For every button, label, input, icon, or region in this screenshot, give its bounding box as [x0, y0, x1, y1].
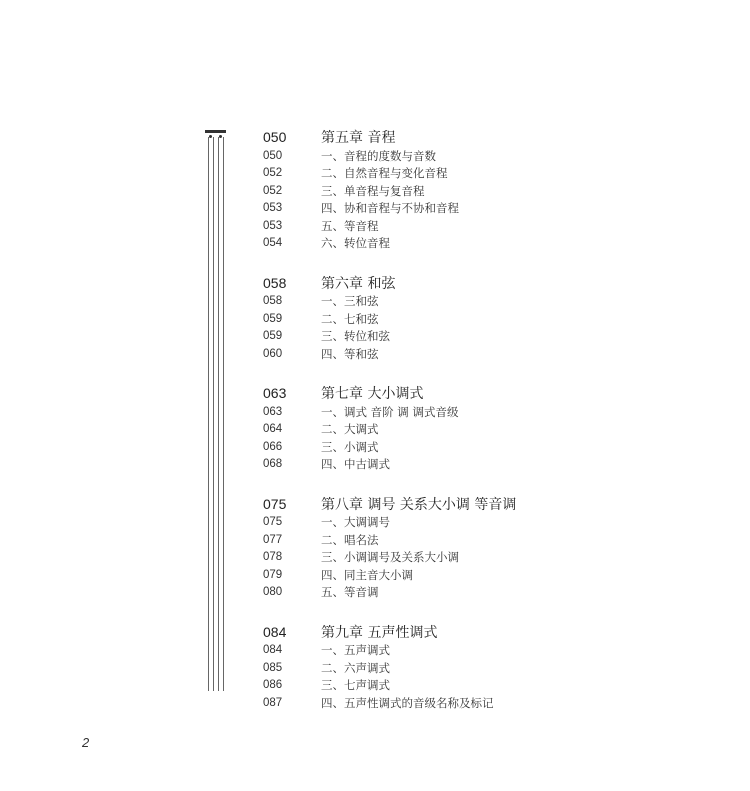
chapter-block	[263, 274, 733, 363]
section-entry[interactable]	[263, 456, 733, 474]
chapter-block	[263, 384, 733, 473]
section-title: 三、小调式	[321, 439, 379, 454]
ornament-line	[218, 137, 219, 691]
section-entry[interactable]	[263, 659, 733, 677]
section-entry[interactable]	[263, 677, 733, 695]
section-page-number: 053	[263, 202, 283, 215]
chapter-page-number: 050	[263, 129, 287, 145]
chapter-title: 第七章 大小调式	[321, 386, 424, 402]
section-entry[interactable]	[263, 642, 733, 660]
table-of-contents	[263, 128, 733, 712]
section-entry[interactable]	[263, 421, 733, 439]
section-page-number: 050	[263, 149, 283, 162]
section-entry[interactable]	[263, 217, 733, 235]
chapter-title: 第九章 五声性调式	[321, 624, 438, 641]
section-page-number: 054	[263, 237, 283, 250]
section-entry[interactable]	[263, 200, 733, 218]
section-entry[interactable]	[263, 165, 733, 183]
section-entry[interactable]	[263, 182, 733, 200]
section-page-number: 085	[263, 661, 283, 674]
section-page-number: 086	[263, 679, 283, 692]
section-page-number: 060	[263, 347, 283, 360]
section-title: 一、三和弦	[321, 294, 379, 309]
section-entry[interactable]	[263, 345, 733, 363]
chapter-page-number: 084	[263, 623, 287, 640]
section-page-number: 059	[263, 312, 283, 325]
chapter-page-number: 058	[263, 274, 287, 291]
section-entry[interactable]	[263, 514, 733, 532]
chapter-heading[interactable]	[263, 623, 733, 641]
chapter-page-number: 075	[263, 495, 287, 512]
section-title: 一、五声调式	[321, 643, 390, 658]
section-entry[interactable]	[263, 328, 733, 346]
section-page-number: 064	[263, 423, 283, 436]
section-title: 六、转位音程	[321, 236, 390, 251]
section-entry[interactable]	[263, 147, 733, 165]
section-title: 三、单音程与复音程	[321, 183, 425, 198]
section-title: 四、等和弦	[321, 346, 379, 361]
chapter-block	[263, 623, 733, 712]
ornament-line	[223, 137, 224, 691]
section-title: 一、调式 音阶 调 调式音级	[321, 404, 459, 419]
section-title: 二、自然音程与变化音程	[321, 166, 448, 181]
section-title: 三、七声调式	[321, 678, 390, 693]
section-title: 二、六声调式	[321, 660, 390, 675]
section-page-number: 052	[263, 167, 283, 180]
section-title: 三、小调调号及关系大小调	[321, 550, 459, 565]
chapter-title: 第八章 调号 关系大小调 等音调	[321, 496, 517, 513]
section-title: 四、中古调式	[321, 457, 390, 472]
chapter-title: 第六章 和弦	[321, 275, 396, 292]
section-title: 二、七和弦	[321, 311, 379, 326]
section-title: 三、转位和弦	[321, 329, 390, 344]
section-entry[interactable]	[263, 310, 733, 328]
section-entry[interactable]	[263, 566, 733, 584]
chapter-block	[263, 495, 733, 602]
chapter-heading[interactable]	[263, 384, 733, 402]
section-title: 二、大调式	[321, 422, 379, 437]
section-entry[interactable]	[263, 438, 733, 456]
section-entry[interactable]	[263, 403, 733, 421]
section-page-number: 080	[263, 586, 283, 599]
section-entry[interactable]	[263, 549, 733, 567]
section-title: 四、同主音大小调	[321, 567, 413, 582]
section-page-number: 063	[263, 405, 283, 418]
section-title: 二、唱名法	[321, 532, 379, 547]
section-page-number: 079	[263, 568, 283, 581]
section-page-number: 052	[263, 184, 283, 197]
chapter-heading[interactable]	[263, 128, 733, 146]
section-page-number: 087	[263, 696, 283, 709]
chapter-block	[263, 128, 733, 252]
section-title: 五、等音程	[321, 218, 379, 233]
section-page-number: 058	[263, 295, 283, 308]
section-title: 四、协和音程与不协和音程	[321, 201, 459, 216]
section-entry[interactable]	[263, 293, 733, 311]
section-entry[interactable]	[263, 531, 733, 549]
section-entry[interactable]	[263, 584, 733, 602]
section-page-number: 053	[263, 219, 283, 232]
chapter-heading[interactable]	[263, 495, 733, 513]
chapter-heading[interactable]	[263, 274, 733, 292]
section-page-number: 084	[263, 644, 283, 657]
section-entry[interactable]	[263, 694, 733, 712]
chapter-title: 第五章 音程	[321, 130, 396, 146]
section-page-number: 059	[263, 330, 283, 343]
section-page-number: 066	[263, 440, 283, 453]
ornament-cap	[205, 130, 226, 133]
section-page-number: 075	[263, 516, 283, 529]
section-entry[interactable]	[263, 235, 733, 253]
section-page-number: 078	[263, 551, 283, 564]
ornament-dot	[209, 135, 212, 138]
section-title: 一、音程的度数与音数	[321, 148, 436, 163]
chapter-page-number: 063	[263, 385, 287, 401]
ornament-line	[208, 137, 209, 691]
ornament-line	[213, 137, 214, 691]
section-title: 四、五声性调式的音级名称及标记	[321, 695, 494, 710]
column-ornament	[205, 128, 227, 691]
page-number: 2	[82, 735, 90, 750]
section-title: 一、大调调号	[321, 515, 390, 530]
ornament-dot	[219, 135, 222, 138]
section-title: 五、等音调	[321, 585, 379, 600]
section-page-number: 077	[263, 533, 283, 546]
section-page-number: 068	[263, 458, 283, 471]
